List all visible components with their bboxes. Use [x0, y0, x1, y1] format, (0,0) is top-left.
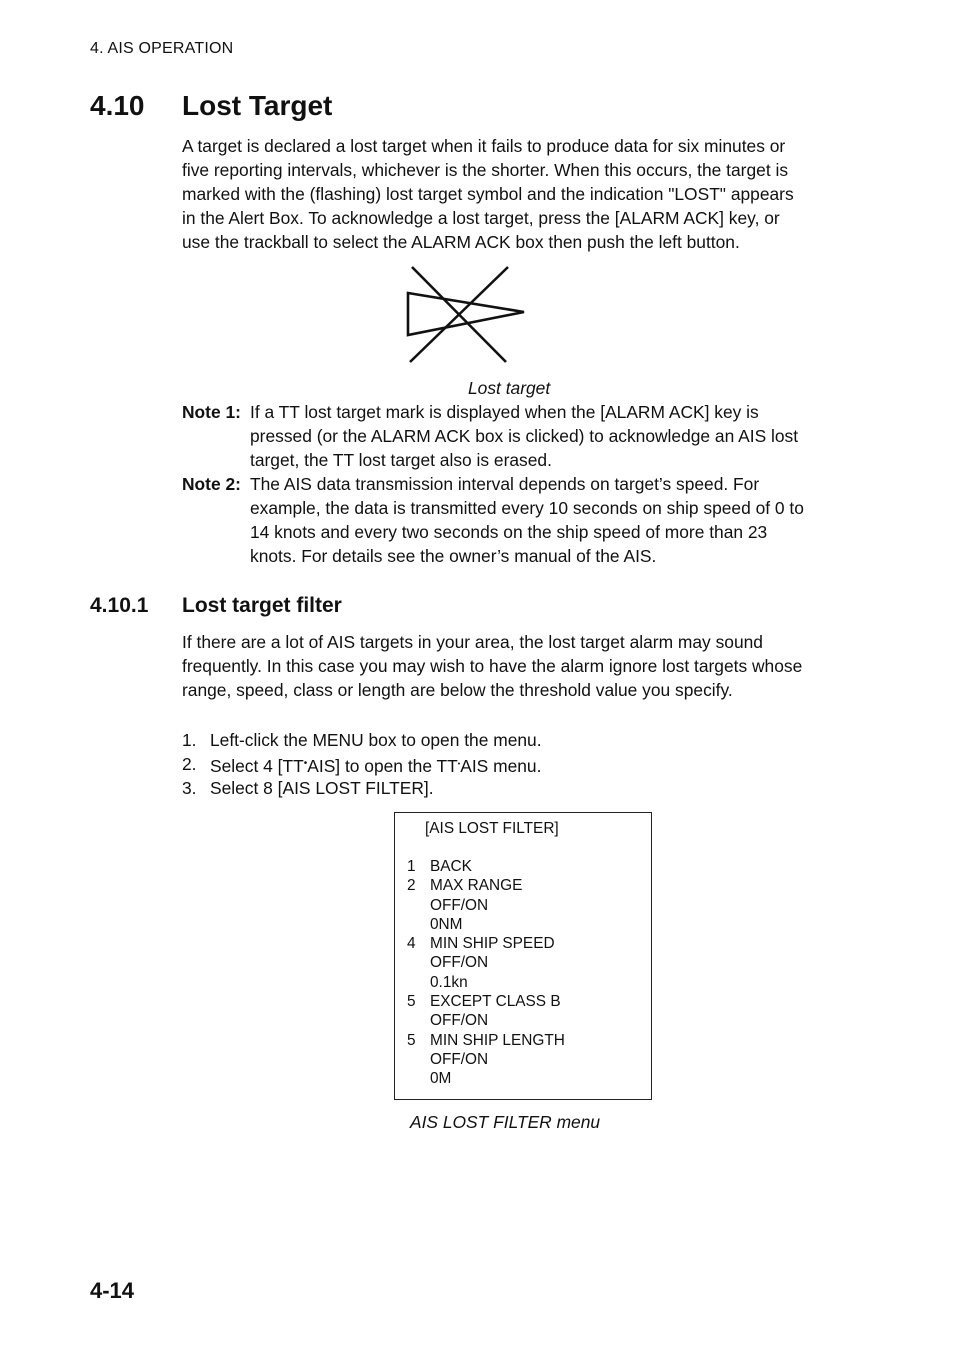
note-line: knots. For details see the owner’s manual of the AIS.: [250, 546, 657, 566]
page-number: 4-14: [90, 1278, 135, 1303]
subsection-title: Lost target filter: [182, 594, 342, 617]
step-text: Select 8 [AIS LOST FILTER].: [210, 778, 434, 798]
section-number: 4.10: [90, 90, 145, 121]
intro-line: A target is declared a lost target when it fails to produce data for six minutes or: [182, 136, 786, 156]
note-line: target, the TT lost target also is erased.: [250, 450, 552, 470]
step-number: 1.: [182, 730, 197, 750]
note-line: If a TT lost target mark is displayed when the [ALARM ACK] key is: [250, 402, 759, 422]
note-line: pressed (or the ALARM ACK box is clicked) to acknowledge an AIS lost: [250, 426, 799, 446]
filter-line: If there are a lot of AIS targets in your area, the lost target alarm may sound: [182, 632, 763, 652]
subsection-number: 4.10.1: [90, 594, 149, 617]
intro-line: five reporting intervals, whichever is the shorter. When this occurs, the target is: [182, 160, 789, 180]
filter-line: range, speed, class or length are below the threshold value you specify.: [182, 680, 733, 700]
bullet-dot: •: [457, 761, 461, 768]
intro-paragraph: [182, 134, 847, 254]
step-text: Select 4 [TT•AIS] to open the TT•AIS menu.: [210, 756, 542, 776]
note-label: Note 2:: [182, 474, 241, 494]
ais-lost-filter-menu: [AIS LOST FILTER] 1 BACK 2 MAX RANGE OFF/ON 0NM 4 MIN SHIP SPEED OFF/ON 0.1kn 5 EXCEPT CLASS B OFF/ON 5 MIN SHIP LENGTH OFF/ON 0M: [394, 812, 652, 1100]
note-1: [182, 400, 847, 472]
filter-line: frequently. In this case you may wish to have the alarm ignore lost targets whose: [182, 656, 803, 676]
note-2: [182, 472, 847, 568]
intro-line: in the Alert Box. To acknowledge a lost target, press the [ALARM ACK] key, or: [182, 208, 780, 228]
menu-title: [AIS LOST FILTER]: [425, 820, 559, 837]
note-label: Note 1:: [182, 402, 241, 422]
bullet-dot: •: [303, 758, 308, 769]
step-number: 3.: [182, 778, 197, 798]
note-line: 14 knots and every two seconds on the ship speed of more than 23: [250, 522, 768, 542]
lost-target-symbol-icon: [400, 262, 532, 368]
intro-line: use the trackball to select the ALARM ACK box then push the left button.: [182, 232, 740, 252]
step-number: 2.: [182, 754, 197, 774]
running-header: 4. AIS OPERATION: [90, 40, 234, 57]
intro-line: marked with the (flashing) lost target symbol and the indication "LOST" appears: [182, 184, 794, 204]
note-line: The AIS data transmission interval depends on target’s speed. For: [250, 474, 760, 494]
figure-caption-lost-target: Lost target: [468, 378, 551, 398]
note-line: example, the data is transmitted every 10 seconds on ship speed of 0 to: [250, 498, 804, 518]
section-title: Lost Target: [182, 90, 333, 121]
filter-paragraph: [182, 630, 847, 702]
figure-caption-menu: AIS LOST FILTER menu: [410, 1112, 601, 1132]
step-text: Left-click the MENU box to open the menu.: [210, 730, 542, 750]
